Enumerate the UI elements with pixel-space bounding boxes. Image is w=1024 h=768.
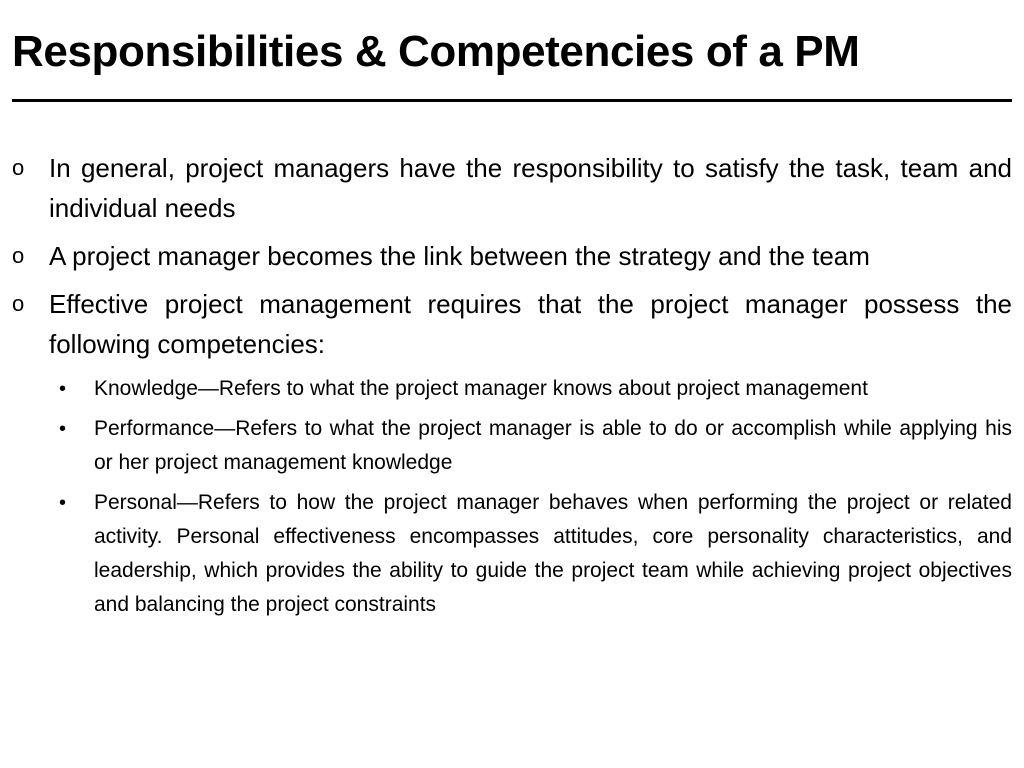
bullet-item <box>12 148 1012 228</box>
hollow-circle-bullet-icon: o <box>12 243 25 268</box>
sub-bullet-item <box>59 412 1012 480</box>
dot-bullet-icon: • <box>59 492 67 514</box>
hollow-circle-bullet-icon: o <box>12 155 25 180</box>
hollow-circle-bullet-icon: o <box>12 291 25 316</box>
bullet-item <box>12 236 1012 276</box>
bullet-text: In general, project managers have the responsibility to satisfy the task, team and individual needs <box>49 153 1012 223</box>
dot-bullet-icon: • <box>59 418 67 440</box>
dot-bullet-icon: • <box>59 378 67 400</box>
bullet-item <box>12 284 1012 364</box>
bullet-text: Effective project management requires that the project manager possess the following competencies: <box>49 289 1012 359</box>
title-underline <box>12 99 1012 102</box>
sub-bullet-item <box>59 372 1012 406</box>
sub-bullet-text: Personal—Refers to how the project manager behaves when performing the project or related activity. Personal effectiveness encompasses attitudes, core personality characteristics, and leadership, which provides the ability to guide the project team while achieving project objectives and balancing the project constraints <box>94 491 1012 616</box>
sub-bullet-item <box>59 486 1012 622</box>
sub-bullet-text: Performance—Refers to what the project manager is able to do or accomplish while applying his or her project management knowledge <box>94 417 1012 474</box>
bullet-text: A project manager becomes the link between the strategy and the team <box>49 241 870 271</box>
bullet-list <box>12 148 1012 628</box>
slide-title: Responsibilities & Competencies of a PM <box>12 27 860 76</box>
sub-bullet-list <box>12 372 1012 622</box>
sub-bullet-text: Knowledge—Refers to what the project manager knows about project management <box>94 377 868 400</box>
